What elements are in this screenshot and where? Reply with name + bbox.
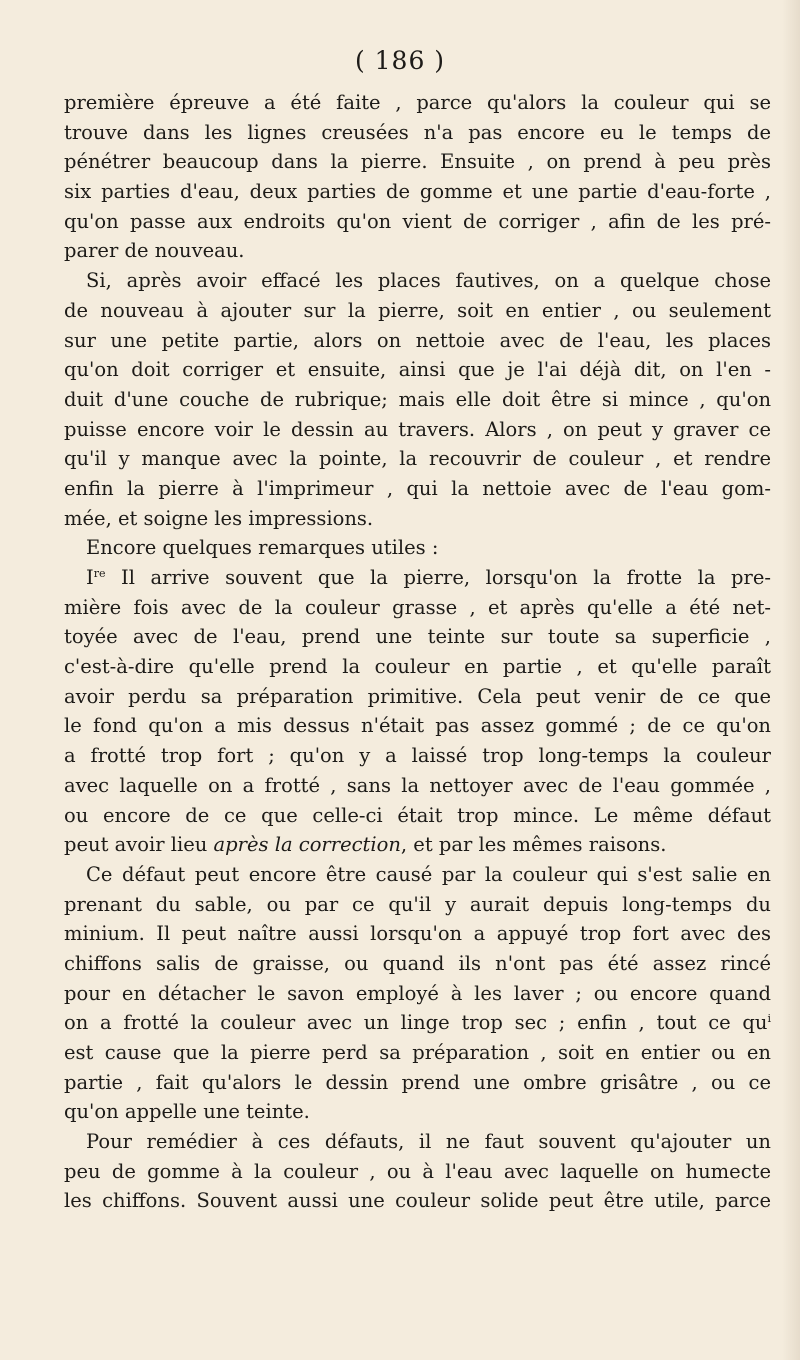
italic-phrase: après la correction — [213, 833, 401, 857]
text-line: six parties d'eau, deux parties de gomme et une partie d'eau-forte , — [64, 180, 771, 204]
text-line: peu de gomme à la couleur , ou à l'eau avec laquelle on humecte — [64, 1159, 771, 1183]
text-line: puisse encore voir le dessin au travers. Alors , on peut y graver ce — [64, 417, 771, 441]
text-line: partie , fait qu'alors le dessin prend une ombre grisâtre , ou ce — [64, 1070, 771, 1094]
text-line: ou encore de ce que celle-ci était trop mince. Le même défaut — [64, 803, 771, 827]
text-line: qu'on doit corriger et ensuite, ainsi que je l'ai déjà dit, on l'en - — [64, 358, 771, 382]
item-text: Il arrive souvent que la pierre, lorsqu'on la frotte la pre- — [121, 566, 771, 589]
text-line: trouve dans les lignes creusées n'a pas encore eu le temps de — [64, 120, 771, 144]
text-line: avec laquelle on a frotté , sans la nettoyer avec de l'eau gommée , — [64, 773, 771, 797]
text-line: qu'il y manque avec la pointe, la recouvrir de couleur , et rendre — [64, 447, 771, 471]
text-line: duit d'une couche de rubrique; mais elle doit être si mince , qu'on — [64, 387, 771, 411]
text-line: les chiffons. Souvent aussi une couleur solide peut être utile, parce — [64, 1189, 771, 1213]
text-fragment: peut avoir lieu — [64, 833, 208, 857]
item-number: I — [86, 566, 94, 589]
text-line: qu'on passe aux endroits qu'on vient de corriger , afin de les pré- — [64, 209, 771, 233]
text-line: qu'on appelle une teinte. — [64, 1100, 310, 1124]
text-line: minium. Il peut naître aussi lorsqu'on a appuyé trop fort avec des — [64, 922, 771, 946]
text-line: sur une petite partie, alors on nettoie avec de l'eau, les places — [64, 328, 771, 352]
page-edge-shadow — [782, 0, 800, 1360]
text-line: parer de nouveau. — [64, 239, 245, 263]
text-line: pénétrer beaucoup dans la pierre. Ensuite , on prend à peu près — [64, 150, 771, 174]
text-line: est cause que la pierre perd sa préparation , soit en entier ou en — [64, 1041, 771, 1064]
text-line: toyée avec de l'eau, prend une teinte sur toute sa superficie , — [64, 625, 771, 649]
text-line: le fond qu'on a mis dessus n'était pas assez gommé ; de ce qu'on — [64, 714, 771, 738]
text-line: pour en détacher le savon employé à les laver ; ou encore quand — [64, 981, 771, 1005]
text-line-with-italic — [64, 830, 771, 860]
text-line: avoir perdu sa préparation primitive. Cela peut venir de ce que — [64, 684, 771, 708]
text-line: de nouveau à ajouter sur la pierre, soit en entier , ou seulement — [64, 298, 771, 322]
page-number: ( 186 ) — [354, 46, 446, 75]
text-line: a frotté trop fort ; qu'on y a laissé trop long-temps la couleur — [64, 744, 771, 768]
text-line-with-sup — [64, 1008, 771, 1038]
text-line: Si, après avoir effacé les places fautives, on a quelque chose — [86, 269, 771, 293]
text-line-item-1 — [64, 563, 771, 593]
body-text — [64, 88, 771, 1216]
text-fragment: on a frotté la couleur avec un linge trop sec ; enfin , tout ce qu — [64, 1011, 768, 1035]
item-number-sup: re — [93, 567, 106, 580]
text-line: c'est-à-dire qu'elle prend la couleur en partie , et qu'elle paraît — [64, 655, 771, 679]
footnote-sup: i — [767, 1012, 771, 1026]
text-line: enfin la pierre à l'imprimeur , qui la nettoie avec de l'eau gom- — [64, 476, 771, 500]
text-line: chiffons salis de graisse, ou quand ils n'ont pas été assez rincé — [64, 951, 771, 975]
text-line: mée, et soigne les impressions. — [64, 506, 374, 530]
text-line: Encore quelques remarques utiles : — [86, 536, 439, 560]
text-fragment: , et par les mêmes raisons. — [400, 833, 667, 857]
text-line: prenant du sable, ou par ce qu'il y aurait depuis long-temps du — [64, 892, 771, 916]
text-line: mière fois avec de la couleur grasse , et après qu'elle a été net- — [64, 595, 771, 619]
text-line: première épreuve a été faite , parce qu'alors la couleur qui se — [64, 91, 771, 114]
text-line: Pour remédier à ces défauts, il ne faut souvent qu'ajouter un — [86, 1130, 771, 1154]
text-line: Ce défaut peut encore être causé par la couleur qui s'est salie en — [86, 862, 771, 886]
